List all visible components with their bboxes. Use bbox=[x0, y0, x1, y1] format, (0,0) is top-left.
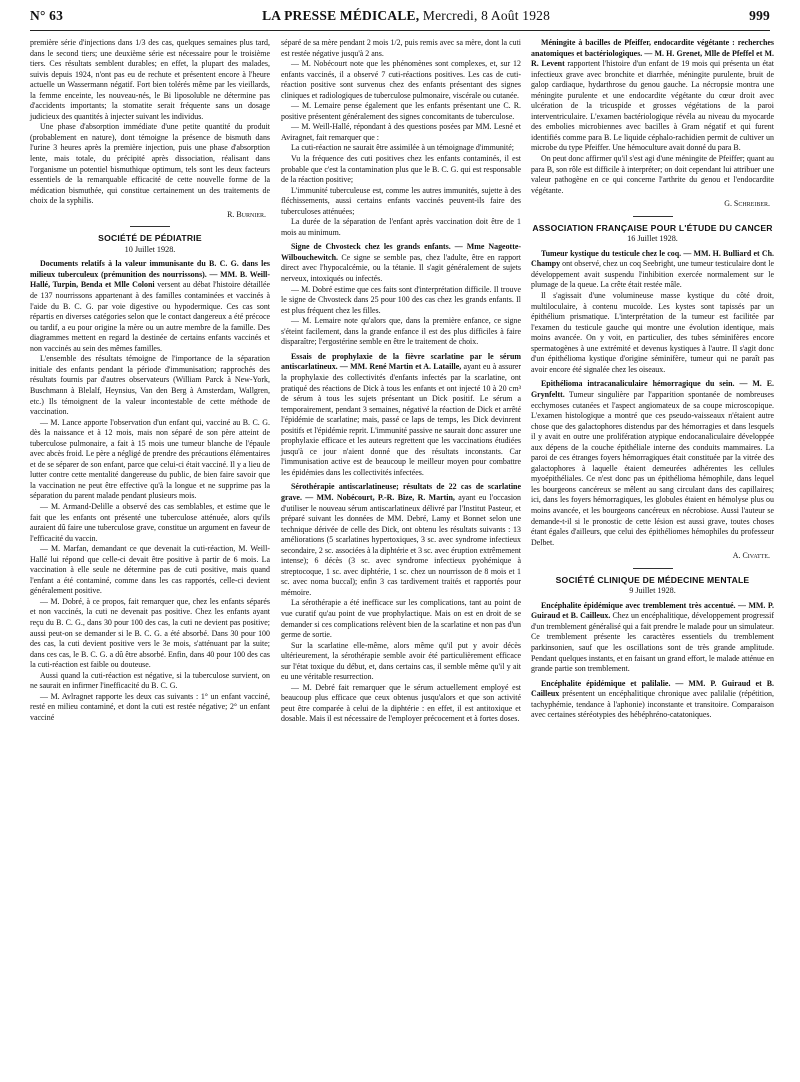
article-title: Documents relatifs à la valeur immunisante du B. C. G. dans les milieux tuberculeux (prémunition des nourrissons). — MM. B. Weill-Hallé, Turpin, Benda et Mlle Coloni bbox=[30, 259, 270, 290]
paragraph: — M. Dobré estime que ces faits sont d'interprétation difficile. Il trouve le signe de Chvosteck dans 25 pour 100 des cas chez les grands enfants. Il est plus fréquent chez les filles. bbox=[281, 284, 521, 315]
paragraph: — M. Avlragnet rapporte les deux cas suivants : 1° un enfant vacciné, resté en milieu contaminé, et dont la cuti est restée négative; 2° un enfant vacciné bbox=[30, 691, 270, 722]
journal-title: LA PRESSE MÉDICALE, bbox=[262, 8, 420, 23]
paragraph: — M. Armand-Delille a observé des cas semblables, et estime que le fait que les enfants ont présenté une tuberculose atténuée, alors qu'ils auraient dû faire une tuberculose grave, constitue un argument en faveur de l'efficacité du vaccin. bbox=[30, 501, 270, 543]
paragraph: séparé de sa mère pendant 2 mois 1/2, puis remis avec sa mère, dont la cuti est restée négative jusqu'à 2 ans. bbox=[281, 38, 521, 58]
article bbox=[281, 352, 521, 479]
section-date: 16 Juillet 1928. bbox=[627, 234, 678, 244]
article-title: Sérothérapie antiscarlatineuse; résultats de 22 cas de scarlatine grave. — MM. Nobécourt, P.-R. Bize, R. Martin, bbox=[281, 482, 521, 502]
paragraph: Vu la fréquence des cuti positives chez les enfants contaminés, il est probable que c'est la contamination plus que le B. C. G. qui est responsable de la réaction positive; bbox=[281, 154, 521, 185]
article bbox=[30, 259, 270, 354]
section-date: 9 Juillet 1928. bbox=[629, 586, 676, 596]
author-signature: A. Civatte. bbox=[732, 551, 770, 561]
article-title: Essais de prophylaxie de la fièvre scarlatine par le sérum antiscarlatineux. — MM. René Martin et A. Lataille, bbox=[281, 351, 521, 372]
section-title: SOCIÉTÉ CLINIQUE DE MÉDECINE MENTALE bbox=[555, 574, 750, 585]
paragraph: — M. Lance apporte l'observation d'un enfant qui, vacciné au B. C. G. dès la naissance et à 12 mois, mais non séparé de son père atteint de tuberculose pulmonaire, a fait à 15 mois une tumeur blanche de l'épaule avec abcès froid. Le père a négligé de prendre des précautions élémentaires et de se séparer de son enfant, parce que celui-ci était vacciné. Il y a lieu de lutter contre cette mentalité dangereuse du public, de bien faire savoir que la vaccination ne peut être effective qu'à la longue et ne supprime pas la séparation du parent malade pendant plusieurs mois. bbox=[30, 417, 270, 501]
paragraph: On peut donc affirmer qu'il s'est agi d'une méningite de Pfeiffer; quant au para B, son rôle est difficile à interpréter; on doit cependant lui attribuer une valeur pathogène en ce qui concerne l'arthrite du genou et l'endocardite végétante. bbox=[531, 154, 774, 195]
section-title: SOCIÉTÉ DE PÉDIATRIE bbox=[98, 233, 202, 244]
paragraph: L'ensemble des résultats témoigne de l'importance de la séparation initiale des enfants pendant la période d'immunisation; rapprochés des résultats fournis par d'autres observateurs (William Parck à New-York, Buschmann à Blelalf, Heynsius, Van den Berg à Amsterdam, Wallgren, etc.) Ils témoignent de la valeur incontestable de cette méthode de vaccination. bbox=[30, 354, 270, 417]
paragraph: — M. Debré fait remarquer que le sérum actuellement employé est beaucoup plus efficace que ceux obtenus jusqu'alors et que son activité peut être comparée à celui de la diphtérie : en effet, il est antitoxique et dosable. Mais il est nécessaire de l'employer précocement et à fortes doses. bbox=[281, 682, 521, 724]
paragraph: La durée de la séparation de l'enfant après vaccination doit être de 1 mois au minimum. bbox=[281, 217, 521, 237]
article-body: Tumeur singulière par l'apparition spontanée de nombreuses ecchymoses cutanées et l'aspect angiomateux de sa coupe microscopique. L'examen histologique a montré que ces pseudo-vaisseaux n'étaient autre chose que des galactophores distendus par des hémorragies et dans lesquels il y avait en outre une prolifération atypique endocanaliculaire développée aux dépens de la couche épithéliale interne des conduits mammaires. La paroi de ces étranges foyers hémorragiques était constituée par la vitrée des galactophores à laquelle étaient demeurées adhérentes les cellules myoépithéliales. Ce n'est donc pas un épithélioma hémophile, dans lequel les bourgeons cancéreux se mêlent au sang circulant dans des capillaires; ici, dans les foyers hémorragiques, les globules étaient en hémolyse plus ou moins avancée, et les bourgeons cancéreux en nécrobiose. Aussi l'auteur se demande-t-il si le pronostic de cette lésion est aussi grave, toutes choses étant égales d'ailleurs, que celui des épithéliomes hémophiles du professeur Delbet. bbox=[531, 389, 774, 547]
paragraph: La cuti-réaction ne saurait être assimilée à un témoignage d'immunité; bbox=[291, 143, 514, 153]
article-title: Méningite à bacilles de Pfeiffer, endocardite végétante : recherches anatomiques et bactériologiques. — M. H. Grenet, Mlle de Pfeffel et M. R. Levent bbox=[531, 38, 774, 69]
article-body: versent au débat l'histoire détaillée de 137 nourrissons appartenant à des familles contaminées et vaccinés à l'aide du B. C. G. par voie digestive ou hypodermique. Ces cas sont répartis en diverses catégories selon que le contact dangereux a été précoce ou tardif, a eu pour origine la mère ou un autre membre de la famille. Des diagrammes mettent en regard la destinée de certains enfants vaccinés et non vaccinés au sein des mêmes familles. bbox=[30, 280, 270, 353]
header-rule bbox=[30, 30, 770, 31]
column-1 bbox=[30, 38, 270, 723]
article-body: rapportent l'histoire d'un enfant de 19 mois qui présenta un état infectieux grave avec bronchite et diarrhée, méningite purulente, bruit de galop cardiaque, hydarthrose du genou gauche. La nécropsie montra une méningite purulente et une endocardite végétante du cœur droit avec ulcération de la tricuspide et grosses végétations de la paroi interventriculaire. L'examen bactériologique révéla au niveau du myocarde des embolies microbiennes avec bacilles à Gram négatif et qui furent identifiés comme para B. Le liquide céphalo-rachidien permit de cultiver un microbe du type Pfeiffer. Une hémoculture avait donné du para B. bbox=[531, 59, 774, 153]
section-date: 10 Juillet 1928. bbox=[124, 244, 176, 254]
article bbox=[531, 601, 774, 675]
divider bbox=[633, 568, 673, 569]
journal-masthead bbox=[262, 8, 550, 24]
paragraph: — M. Dobré, à ce propos, fait remarquer que, chez les enfants séparés et non vaccinés, la cuti ne devenait pas positive. Chez les enfants ayant reçu du B. C. G., dans 30 pour 100 des cas, la cuti ne devient pas positive; aussi peut-on se demander si le B. C. G. a été absorbé. Dans 30 pour 100 des cas, la cuti devient positive vers le 3e mois, s'atténuant par la suite; dans ces cas, le B. C. G. a dû être absorbé. Enfin, dans 40 pour 100 des cas la cuti-réaction est faible ou douteuse. bbox=[30, 596, 270, 670]
article bbox=[531, 249, 774, 291]
paragraph: — M. Weill-Hallé, répondant à des questions posées par MM. Lesné et Aviragnet, fait remarquer que : bbox=[281, 122, 521, 142]
section-title: ASSOCIATION FRANÇAISE POUR L'ÉTUDE DU CANCER bbox=[532, 222, 773, 233]
article-title: Encéphalite épidémique et palilalie. — MM. P. Guiraud et B. Cailleux bbox=[531, 678, 774, 699]
paragraph: première série d'injections dans 1/3 des cas, quelques semaines plus tard, dans le second tiers; une deuxième série est nécessaire pour le troisième tiers. Ces résultats semblent durables; en effet, la plupart des malades, suivis depuis 1924, n'ont pas eu de rechute et présentent encore à l'heure actuelle un Wassermann négatif. Fort bien tolérés même par les vieillards, la femme enceinte, les nouveau-nés, le Bi liposoluble ne détermine pas d'accidents importants; la stomatite serait fréquente sans un dosage judicieux des quantités à injecter suivant les individus. bbox=[30, 38, 270, 121]
paragraph: — M. Nobécourt note que les phénomènes sont complexes, et, sur 12 enfants vaccinés, il a observé 7 cuti-réactions positives. Les cas de cuti-réaction positive sont survenus chez des enfants présentant des signes cliniques et radiologiques de tuberculose pulmonaire, viscérale ou cutanée. bbox=[281, 59, 521, 100]
article-body: présentent un encéphalitique chronique avec palilalie (répétition, tachyphémie, tendance à l'aphonie) inconstante et transitoire. Comparaison avec certaines stéréotypies des hébéphréno-catatoniques. bbox=[531, 689, 774, 720]
article-body: ont observé, chez un coq Seebright, une tumeur testiculaire dont le développement avait suspendu l'inhibition exercée normalement sur le plumage de la queue. La crête était restée mâle. bbox=[531, 259, 774, 290]
issue-number: N° 63 bbox=[30, 8, 64, 23]
article-body: ayant eu l'occasion d'utiliser le nouveau sérum antiscarlatineux délivré par l'Institut Pasteur, et préparé suivant les données de MM. Debré, Lamy et Bonnet selon une technique dérivée de celle des Dick, ont obtenu les résultats suivants : 13 améliorations (5 scarlatines hypertoxiques, 3 sc. avec syndrome infectieux secondaire, 2 sc. associées à la diphtérie et 3 sc. avec éruption extrêmement intense); 6 décès (3 sc. avec syndrome infectieux pyohémique à streptocoque, 1 sc. avec diphtérie, 1 sc. chez un nourrisson de 8 mois et 1 sc. avec noma buccal); enfin 3 cas tardivement traités et rapportés pour mémoire. bbox=[281, 492, 522, 597]
article bbox=[281, 482, 521, 598]
divider bbox=[633, 216, 673, 217]
paragraph: — M. Lemaire note qu'alors que, dans la première enfance, ce signe s'éteint facilement, dans la grande enfance il est des plus difficiles à faire disparaître; l'ergostérine semble en être le traitement de choix. bbox=[281, 316, 521, 347]
article-title: Encéphalite épidémique avec tremblement très accentué. — MM. P. Guiraud et B. Cailleux. bbox=[531, 600, 774, 621]
paragraph: Une phase d'absorption immédiate d'une petite quantité du produit (probablement en nature), dont témoigne la présence de bismuth dans l'urine 3 heures après la première injection, puis une phase d'absorption lente, mais totale, du précipité après dissociation, réalisant dans l'organisme un potentiel bismuthique optimum, tels sont les deux facteurs essentiels de la remarquable efficacité de cette nouvelle forme de la médication bismuthée, qui constitue certainement un des traitements de choix de la syphilis. bbox=[30, 122, 270, 206]
article bbox=[531, 38, 774, 154]
column-3 bbox=[531, 38, 774, 721]
article-title: Tumeur kystique du testicule chez le coq. — MM. H. Bulliard et Ch. Champy bbox=[531, 248, 774, 269]
paragraph: — M. Marfan, demandant ce que devenait la cuti-réaction, M. Weill-Hallé lui répond que celle-ci devait être positive à partir de 6 mois. La vaccination à elle seule ne détermine pas de cuti positive, mais quand l'enfant a été contaminé, comme dans les cas rapportés, celle-ci devient généralement positive. bbox=[30, 544, 270, 596]
article-body: Ce signe se semble pas, chez l'adulte, être en rapport direct avec l'hypocalcémie, ou la tétanie. Il s'agit généralement de sujets nerveux, intoxiqués ou infectés. bbox=[281, 252, 521, 284]
paragraph: Il s'agissait d'une volumineuse masse kystique du côté droit, multiloculaire, à contenu mucoïde. Les kystes sont tapissés par un épithélium prismatique. L'interprétation de la tumeur est facilitée par l'examen du testicule gauche qui montre une évolution identique, mais moins avancée. On y voit, en particulier, des tubes séminifères encore spermatogènes à une extrémité et devenus kystiques à l'autre. Il s'agit donc d'un épithélioma kystique d'origine séminifère, tumeur qui ne paraît pas avoir encore été signalée chez les oiseaux. bbox=[531, 291, 774, 374]
page-header bbox=[30, 8, 770, 32]
page-number: 999 bbox=[749, 8, 770, 23]
paragraph: La sérothérapie a été inefficace sur les complications, tant au point de vue curatif qu'au point de vue prophylactique. Mais on est en droit de se demander si ces complications relèvent bien de la scarlatine et non pas d'un germe de sortie. bbox=[281, 598, 521, 640]
article-body: ayant eu à assurer la prophylaxie des collectivités d'enfants infectés par la scarlatine, ont pratiqué des réactions de Dick à tous les enfants et ont injecté 10 à 20 cm³ de sérum à tous les sujets présentant un Dick positif. Le sérum a temporairement, pendant 3 semaines, négativé la réaction de Dick et arrêté l'épidémie de scarlatine; mais, passé ce laps de temps, les Dick devinrent positifs et l'épidémie reprit. L'immunité passive ne saurait donc assurer une prophylaxie efficace et les auteurs regrettent que les vaccinations étudiées jusqu'à ce jour n'aient donné que des résultats inconstants. Car l'immunisation active est de beaucoup le meilleur moyen pour combattre les épidémies dans les collectivités infectées. bbox=[281, 362, 522, 477]
author-signature: G. Schreiber. bbox=[724, 199, 770, 209]
article-title: Epithélioma intracanaliculaire hémorragique du sein. — M. E. Grynfeltt. bbox=[531, 379, 774, 399]
issue-date: Mercredi, 8 Août 1928 bbox=[419, 8, 551, 23]
article bbox=[531, 679, 774, 721]
article-title: Signe de Chvosteck chez les grands enfants. — Mme Nageotte-Wilbouchewitch. bbox=[281, 242, 521, 262]
article bbox=[281, 242, 521, 284]
article bbox=[531, 379, 774, 548]
paragraph: Sur la scarlatine elle-même, alors même qu'il put y avoir décès ultérieurement, la sérothérapie semble avoir été particulièrement efficace sur l'état toxique du début, et, dans certains cas, il semble même qu'il y ait eu une véritable resurrection. bbox=[281, 640, 521, 682]
author-signature: R. Burnier. bbox=[227, 209, 266, 219]
paragraph: L'immunité tuberculeuse est, comme les autres immunités, sujette à des fléchissements, aussi certains enfants vaccinés peuvent-ils faire des tuberculoses atténuées; bbox=[281, 185, 521, 216]
column-2 bbox=[281, 38, 521, 725]
article-body: Chez un encéphalitique, développement progressif d'un tremblement généralisé qui a fait prendre le malade pour un simulateur. Ce tremblement présente les caractères essentiels du tremblement parkinsonien, sauf que les oscillations sont de très grande amplitude. Pendant quelques instants, et en faisant un grand effort, le malade atténue en grande partie son tremblement. bbox=[531, 611, 774, 674]
paragraph: — M. Lemaire pense également que les enfants présentant une C. R. positive présentent généralement des signes concomitants de tuberculose. bbox=[281, 101, 521, 121]
divider bbox=[130, 226, 170, 227]
paragraph: Aussi quand la cuti-réaction est négative, si la tuberculose survient, on ne saurait en infirmer l'inefficacité du B. C. G. bbox=[30, 670, 270, 691]
